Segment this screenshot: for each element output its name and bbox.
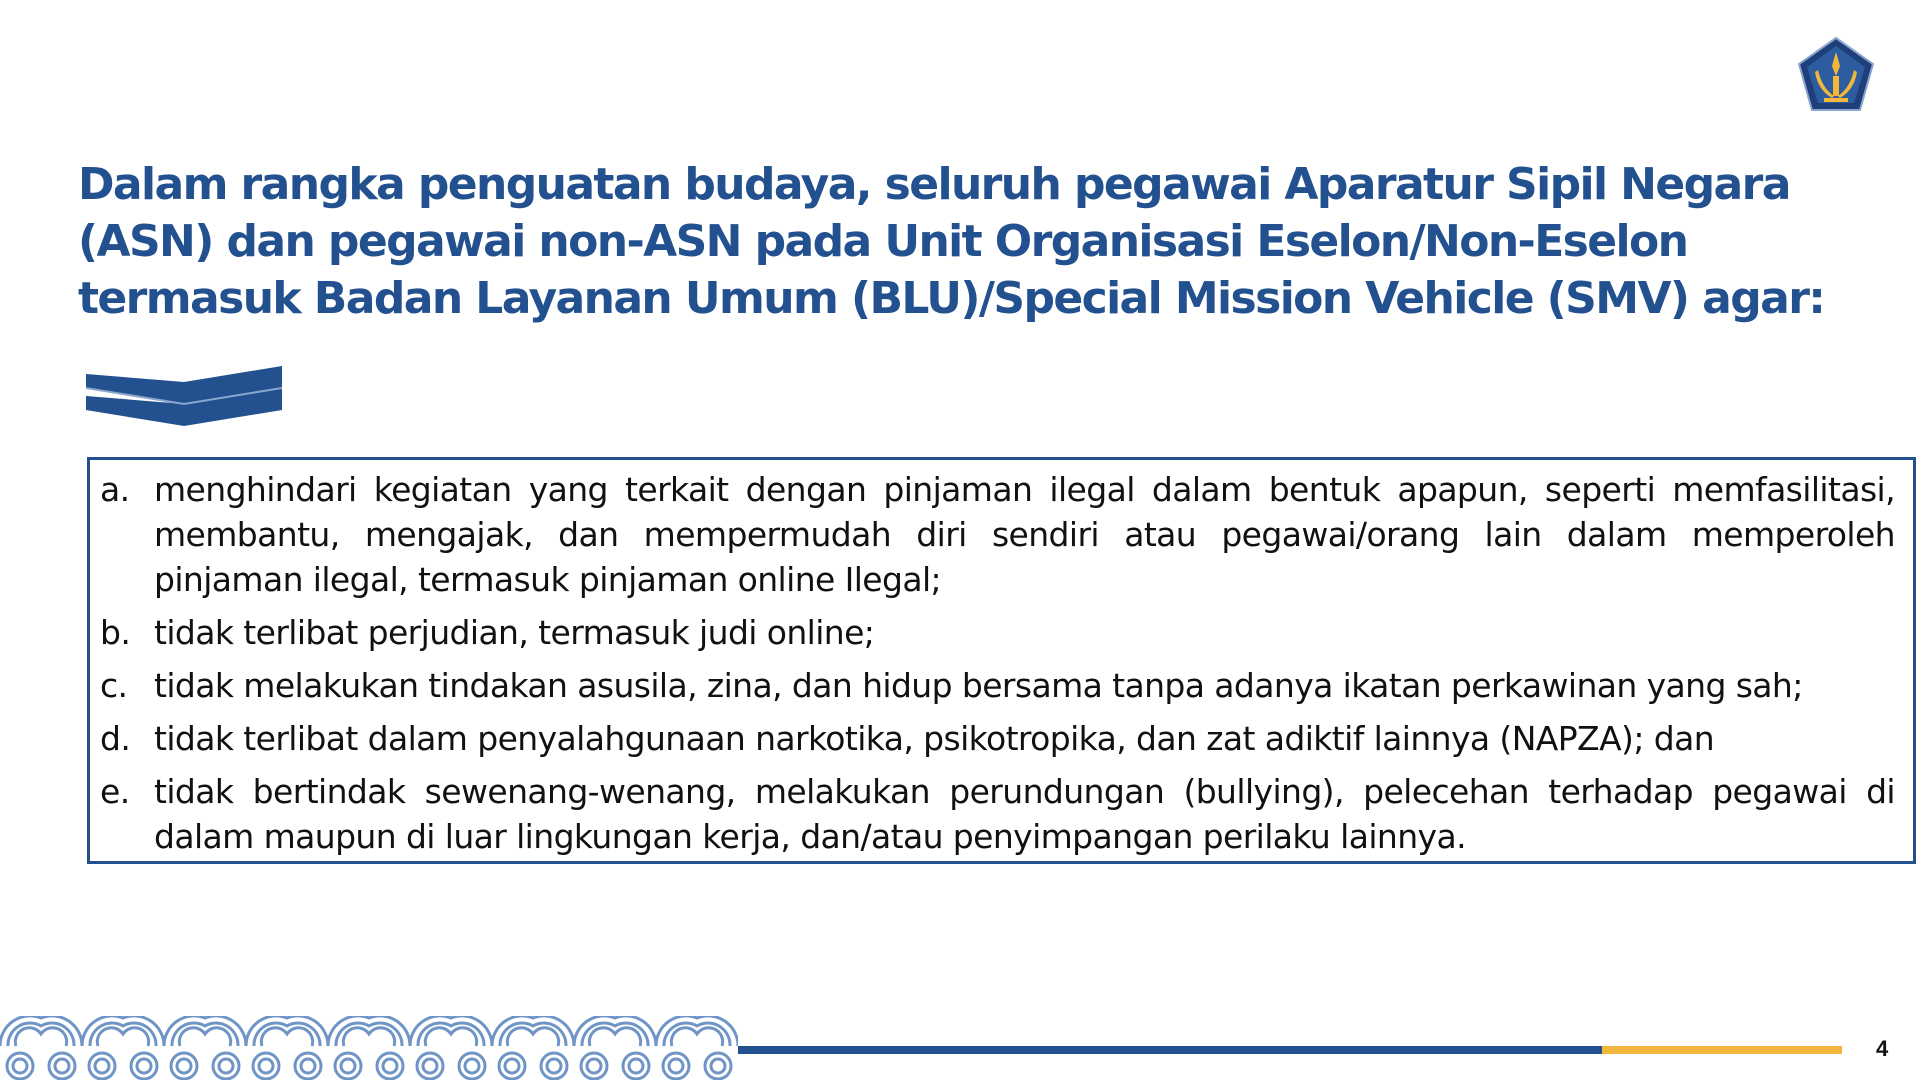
ministry-emblem-icon [1796, 36, 1876, 112]
footer-line-yellow [1602, 1046, 1842, 1054]
list-item-line: tidak melakukan tindakan asusila, zina, dan hidup bersama tanpa adanya ikatan perkawinan yang sah; [154, 666, 1803, 705]
page-number: 4 [1876, 1036, 1889, 1061]
list-item-line: dalam maupun di luar lingkungan kerja, dan/atau penyimpangan perilaku lainnya. [154, 817, 1466, 856]
list-item-text [154, 610, 1895, 655]
list-marker: b. [100, 613, 131, 652]
list-marker: a. [100, 470, 130, 509]
list-item-line: membantu, mengajak, dan mempermudah diri sendiri atau pegawai/orang lain dalam memperoleh [154, 515, 1895, 554]
list-item [100, 663, 1895, 708]
list-item-text [154, 769, 1895, 859]
list-item [100, 610, 1895, 655]
title-line: Dalam rangka penguatan budaya, seluruh pegawai Aparatur Sipil Negara [78, 159, 1790, 210]
list-marker: c. [100, 666, 128, 705]
page-title [78, 156, 1878, 327]
list-item-line: tidak terlibat perjudian, termasuk judi online; [154, 613, 875, 652]
list-item-text [154, 716, 1895, 761]
list-item-text [154, 467, 1895, 602]
list-marker: d. [100, 719, 131, 758]
requirements-list [87, 457, 1916, 864]
list-item [100, 467, 1895, 602]
chevron-down-icon [86, 366, 282, 428]
list-item-line: pinjaman ilegal, termasuk pinjaman online Ilegal; [154, 560, 942, 599]
decorative-pattern [0, 1016, 738, 1080]
list-item-text [154, 663, 1895, 708]
title-line: (ASN) dan pegawai non-ASN pada Unit Organisasi Eselon/Non-Eselon [78, 216, 1688, 267]
list-item-line: menghindari kegiatan yang terkait dengan pinjaman ilegal dalam bentuk apapun, seperti memfasilitasi, [154, 470, 1895, 509]
list-item [100, 769, 1895, 859]
list-item-line: tidak bertindak sewenang-wenang, melakukan perundungan (bullying), pelecehan terhadap pegawai di [154, 772, 1895, 811]
list-item [100, 716, 1895, 761]
list-item-line: tidak terlibat dalam penyalahgunaan narkotika, psikotropika, dan zat adiktif lainnya (NAPZA); dan [154, 719, 1715, 758]
footer-line-blue [738, 1046, 1602, 1054]
list-marker: e. [100, 772, 130, 811]
title-line: termasuk Badan Layanan Umum (BLU)/Special Mission Vehicle (SMV) agar: [78, 273, 1825, 324]
